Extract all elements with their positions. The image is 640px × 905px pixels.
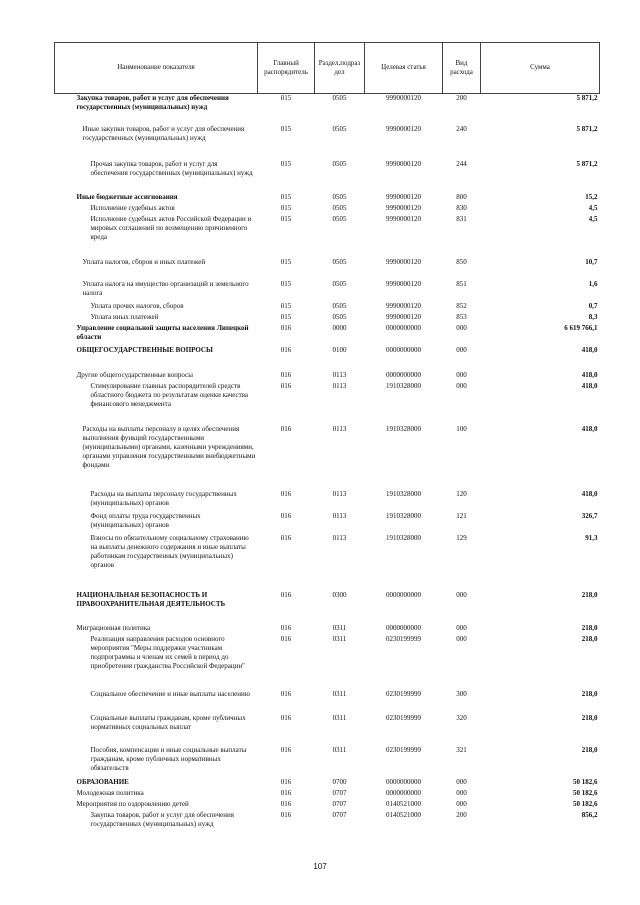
row-admin: 015: [280, 279, 292, 288]
table-row: [55, 714, 600, 746]
row-sum: 218,0: [581, 623, 598, 632]
row-target: 0230199999: [386, 745, 421, 754]
row-target: 9990000120: [386, 124, 421, 133]
row-admin: 015: [280, 214, 292, 223]
row-target: 0000000000: [386, 590, 421, 599]
row-sum: 4,5: [588, 214, 598, 223]
row-admin: 015: [280, 159, 292, 168]
row-type: 244: [456, 159, 467, 168]
table-row: [55, 346, 600, 371]
row-admin: 016: [280, 370, 292, 379]
table-row: [55, 215, 600, 258]
row-target: 0230199999: [386, 689, 421, 698]
row-target: 0000000000: [386, 777, 421, 786]
row-admin: 016: [280, 810, 292, 819]
row-section: 0113: [332, 370, 347, 379]
header-section: Раздел,подраз дел: [315, 43, 365, 94]
table-row: [55, 324, 600, 346]
table-row: [55, 382, 600, 425]
row-type: 831: [456, 214, 467, 223]
row-sum: 6 619 766,1: [564, 323, 598, 332]
row-target: 9990000120: [386, 312, 421, 321]
header-type: Вид расхода: [443, 43, 481, 94]
row-section: 0700: [332, 777, 347, 786]
table-row: [55, 258, 600, 280]
row-sum: 5 871,2: [576, 94, 598, 102]
row-name: Взносы по обязательному социальному страхованию на выплаты денежного содержания и иные выплаты работникам государственных (муниципальных) органов: [90, 533, 249, 569]
row-admin: 015: [280, 192, 292, 201]
header-admin: Главный распорядитель: [258, 43, 315, 94]
row-admin: 016: [280, 634, 292, 643]
row-type: 200: [456, 94, 467, 102]
row-admin: 015: [280, 203, 292, 212]
row-sum: 418,0: [581, 489, 598, 498]
row-target: 9990000120: [386, 214, 421, 223]
row-target: 0230199999: [386, 713, 421, 722]
row-sum: 218,0: [581, 590, 598, 599]
row-section: 0311: [332, 689, 347, 698]
row-target: 9990000120: [386, 94, 421, 102]
row-sum: 50 182,6: [573, 799, 598, 808]
table-header-row: [55, 43, 600, 94]
row-section: 0113: [332, 489, 347, 498]
row-sum: 91,3: [585, 533, 598, 542]
row-admin: 016: [280, 533, 292, 542]
row-type: 800: [456, 192, 467, 201]
row-sum: 218,0: [581, 634, 598, 643]
row-name: Расходы на выплаты персоналу государственных (муниципальных) органов: [90, 489, 237, 507]
row-section: 0707: [332, 788, 347, 797]
row-sum: 856,2: [581, 810, 598, 819]
table-row: [55, 512, 600, 534]
row-name: Прочая закупка товаров, работ и услуг для обеспечения государственных (муниципальных) нужд: [90, 159, 253, 177]
row-target: 9990000120: [386, 192, 421, 201]
table-row: [55, 313, 600, 324]
row-section: 0505: [332, 214, 347, 223]
row-section: 0311: [332, 634, 347, 643]
row-admin: 016: [280, 590, 292, 599]
row-admin: 016: [280, 788, 292, 797]
row-name: Уплата иных платежей: [90, 312, 159, 321]
row-sum: 418,0: [581, 370, 598, 379]
table-row: [55, 490, 600, 512]
table-row: [55, 778, 600, 789]
row-admin: 016: [280, 323, 292, 332]
row-target: 1910328000: [386, 533, 421, 542]
header-name: Наименование показателя: [55, 43, 258, 94]
row-type: 000: [456, 323, 467, 332]
table-row: [55, 789, 600, 800]
row-admin: 016: [280, 713, 292, 722]
row-admin: 016: [280, 689, 292, 698]
row-target: 0230199999: [386, 634, 421, 643]
row-section: 0311: [332, 745, 347, 754]
row-name: Иные бюджетные ассигнования: [76, 192, 178, 201]
table-row: [55, 302, 600, 313]
row-sum: 50 182,6: [573, 777, 598, 786]
row-admin: 016: [280, 745, 292, 754]
row-target: 1910328000: [386, 381, 421, 390]
row-section: 0505: [332, 124, 347, 133]
row-type: 120: [456, 489, 467, 498]
row-sum: 5 871,2: [576, 159, 598, 168]
table-row: [55, 193, 600, 204]
row-section: 0505: [332, 301, 347, 310]
row-sum: 15,2: [585, 192, 598, 201]
row-section: 0113: [332, 381, 347, 390]
row-target: 0000000000: [386, 323, 421, 332]
row-sum: 1,6: [588, 279, 598, 288]
header-target: Целевая статья: [365, 43, 443, 94]
row-sum: 418,0: [581, 345, 598, 354]
row-type: 850: [456, 257, 467, 266]
row-name: Расходы на выплаты персоналу в целях обеспечения выполнения функций государственными (муниципальными) органами, казенными учреждениями, органами управления государственными внебюджетными фондами: [82, 424, 256, 469]
table-row: [55, 690, 600, 714]
row-target: 0140521000: [386, 810, 421, 819]
row-target: 9990000120: [386, 159, 421, 168]
table-row: [55, 800, 600, 811]
row-sum: 326,7: [581, 511, 598, 520]
row-type: 000: [456, 590, 467, 599]
row-name: Исполнение судебных актов: [90, 203, 175, 212]
row-section: 0505: [332, 159, 347, 168]
row-admin: 015: [280, 94, 292, 102]
row-type: 321: [456, 745, 467, 754]
row-sum: 5 871,2: [576, 124, 598, 133]
row-section: 0300: [332, 590, 347, 599]
row-type: 200: [456, 810, 467, 819]
row-admin: 016: [280, 777, 292, 786]
row-admin: 015: [280, 312, 292, 321]
row-type: 000: [456, 788, 467, 797]
row-sum: 8,3: [588, 312, 598, 321]
table-row: [55, 371, 600, 382]
row-type: 129: [456, 533, 467, 542]
row-section: 0100: [332, 345, 347, 354]
row-name: ОБЩЕГОСУДАРСТВЕННЫЕ ВОПРОСЫ: [76, 345, 213, 354]
table-row: [55, 425, 600, 490]
row-section: 0505: [332, 94, 347, 102]
table-row: [55, 624, 600, 635]
row-section: 0505: [332, 257, 347, 266]
row-sum: 218,0: [581, 713, 598, 722]
row-type: 100: [456, 424, 467, 433]
row-name: Социальное обеспечение и иные выплаты населению: [90, 689, 250, 698]
row-target: 0000000000: [386, 345, 421, 354]
row-section: 0505: [332, 192, 347, 201]
row-type: 853: [456, 312, 467, 321]
row-type: 000: [456, 370, 467, 379]
table-row: [55, 591, 600, 624]
row-target: 1910328000: [386, 424, 421, 433]
row-type: 852: [456, 301, 467, 310]
table-row: [55, 746, 600, 778]
row-type: 830: [456, 203, 467, 212]
row-sum: 10,7: [585, 257, 598, 266]
row-type: 121: [456, 511, 467, 520]
row-section: 0707: [332, 810, 347, 819]
row-target: 0000000000: [386, 370, 421, 379]
row-name: Уплата налогов, сборов и иных платежей: [82, 257, 206, 266]
row-target: 0000000000: [386, 623, 421, 632]
row-name: Пособия, компенсации и иные социальные выплаты гражданам, кроме публичных нормативных обязательств: [90, 745, 247, 772]
table-row: [55, 635, 600, 690]
table-row: [55, 94, 600, 125]
row-target: 1910328000: [386, 511, 421, 520]
row-target: 1910328000: [386, 489, 421, 498]
table-row: [55, 160, 600, 193]
row-section: 0505: [332, 279, 347, 288]
row-name: Уплата прочих налогов, сборов: [90, 301, 184, 310]
row-admin: 016: [280, 424, 292, 433]
row-admin: 015: [280, 301, 292, 310]
table-row: [55, 811, 600, 839]
row-type: 000: [456, 777, 467, 786]
row-name: Стимулирование главных распорядителей средств областного бюджета по результатам оценки качества финансового менеджмента: [90, 381, 249, 408]
row-target: 9990000120: [386, 203, 421, 212]
row-name: НАЦИОНАЛЬНАЯ БЕЗОПАСНОСТЬ И ПРАВООХРАНИТЕЛЬНАЯ ДЕЯТЕЛЬНОСТЬ: [76, 590, 226, 608]
row-section: 0505: [332, 203, 347, 212]
row-sum: 218,0: [581, 689, 598, 698]
row-section: 0113: [332, 424, 347, 433]
row-section: 0000: [332, 323, 347, 332]
row-type: 000: [456, 623, 467, 632]
row-target: 9990000120: [386, 301, 421, 310]
table-row: [55, 125, 600, 160]
row-section: 0707: [332, 799, 347, 808]
page-number: 107: [313, 862, 327, 871]
table-row: [55, 280, 600, 302]
row-name: Управление социальной защиты населения Липецкой области: [76, 323, 249, 341]
row-name: ОБРАЗОВАНИЕ: [76, 777, 129, 786]
row-target: 9990000120: [386, 279, 421, 288]
row-name: Фонд оплаты труда государственных (муниципальных) органов: [90, 511, 201, 529]
row-name: Миграционная политика: [76, 623, 151, 632]
header-sum: Сумма: [481, 43, 600, 94]
row-section: 0311: [332, 623, 347, 632]
row-type: 000: [456, 799, 467, 808]
row-target: 9990000120: [386, 257, 421, 266]
row-sum: 418,0: [581, 424, 598, 433]
row-name: Другие общегосударственные вопросы: [76, 370, 193, 379]
row-name: Мероприятия по оздоровлению детей: [76, 799, 189, 808]
row-sum: 418,0: [581, 381, 598, 390]
row-type: 851: [456, 279, 467, 288]
row-type: 000: [456, 634, 467, 643]
budget-table: [54, 42, 600, 839]
row-name: Реализация направления расходов основного мероприятия "Меры поддержки участникам подпрограммы и членам их семей в период до приобретения гражданства Российской Федерации": [90, 634, 245, 670]
row-section: 0113: [332, 533, 347, 542]
row-type: 240: [456, 124, 467, 133]
row-section: 0113: [332, 511, 347, 520]
row-sum: 218,0: [581, 745, 598, 754]
row-type: 320: [456, 713, 467, 722]
row-admin: 016: [280, 511, 292, 520]
row-type: 000: [456, 381, 467, 390]
row-name: Социальные выплаты гражданам, кроме публичных нормативных социальных выплат: [90, 713, 246, 731]
row-sum: 50 182,6: [573, 788, 598, 797]
row-admin: 015: [280, 257, 292, 266]
row-name: Закупка товаров, работ и услуг для обеспечения государственных (муниципальных) нужд: [90, 810, 234, 828]
row-admin: 016: [280, 345, 292, 354]
row-section: 0311: [332, 713, 347, 722]
row-target: 0140521000: [386, 799, 421, 808]
row-sum: 4,5: [588, 203, 598, 212]
row-name: Исполнение судебных актов Российской Федерации и мировых соглашений по возмещению причиненного вреда: [90, 214, 252, 241]
row-target: 0000000000: [386, 788, 421, 797]
row-section: 0505: [332, 312, 347, 321]
row-admin: 016: [280, 381, 292, 390]
row-admin: 016: [280, 489, 292, 498]
row-admin: 015: [280, 124, 292, 133]
row-name: Иные закупки товаров, работ и услуг для обеспечения государственных (муниципальных) нужд: [82, 124, 245, 142]
row-type: 300: [456, 689, 467, 698]
row-sum: 0,7: [588, 301, 598, 310]
row-type: 000: [456, 345, 467, 354]
row-name: Молодежная политика: [76, 788, 144, 797]
row-admin: 016: [280, 623, 292, 632]
table-row: [55, 204, 600, 215]
row-name: Уплата налога на имущество организаций и земельного налога: [82, 279, 249, 297]
table-row: [55, 534, 600, 591]
row-admin: 016: [280, 799, 292, 808]
row-name: Закупка товаров, работ и услуг для обеспечения государственных (муниципальных) нужд: [76, 94, 229, 112]
